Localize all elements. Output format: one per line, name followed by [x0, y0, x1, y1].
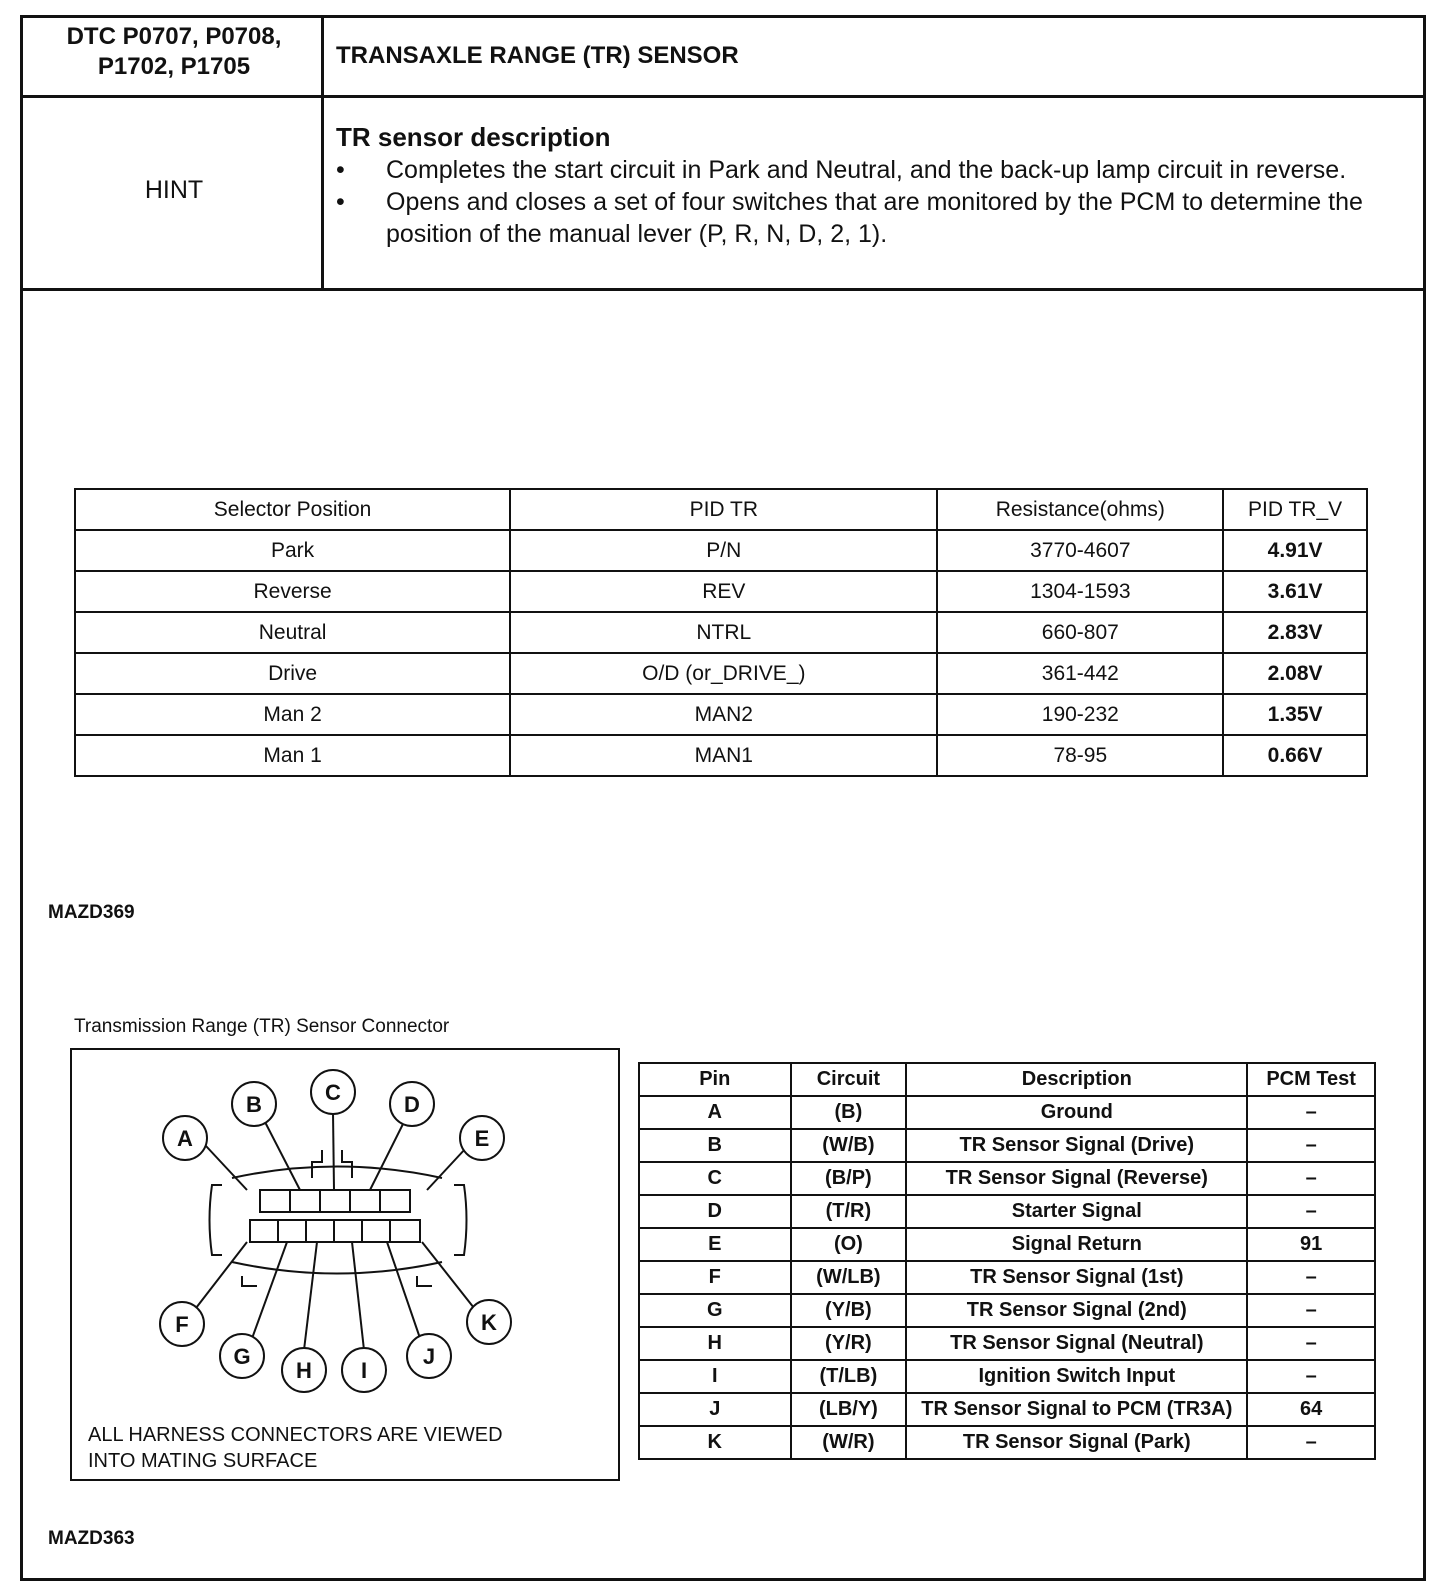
table-row	[75, 735, 1367, 776]
table-cell: 660-807	[937, 612, 1223, 653]
column-header: Description	[906, 1063, 1247, 1096]
table-row	[639, 1129, 1375, 1162]
table-cell: (W/LB)	[791, 1261, 907, 1294]
pin-label-c: C	[325, 1080, 341, 1105]
bullet-item: • Completes the start circuit in Park and Neutral, and the back-up lamp circuit in reverse.	[336, 156, 1347, 184]
table-cell: 91	[1247, 1228, 1375, 1261]
connector-note-line: ALL HARNESS CONNECTORS ARE VIEWED	[88, 1424, 503, 1446]
table-cell: Man 1	[75, 735, 510, 776]
table-row	[639, 1294, 1375, 1327]
table-cell: A	[639, 1096, 791, 1129]
table-cell: P/N	[510, 530, 937, 571]
pin-label-b: B	[246, 1092, 262, 1117]
table-cell: 2.83V	[1223, 612, 1367, 653]
dtc-line-1: DTC P0707, P0708,	[66, 23, 282, 50]
connector-left-bracket	[210, 1185, 223, 1255]
column-header: PID TR_V	[1223, 489, 1367, 530]
table-cell: Ground	[906, 1096, 1247, 1129]
pin-label-g: G	[233, 1344, 251, 1369]
table-cell: –	[1247, 1360, 1375, 1393]
table-cell: –	[1247, 1294, 1375, 1327]
table-cell: Reverse	[75, 571, 510, 612]
table-cell: I	[639, 1360, 791, 1393]
table-cell: TR Sensor Signal (Reverse)	[906, 1162, 1247, 1195]
column-header: Resistance(ohms)	[937, 489, 1223, 530]
table-cell: 2.08V	[1223, 653, 1367, 694]
column-header: Selector Position	[75, 489, 510, 530]
figure-id-2: MAZD363	[48, 1528, 135, 1549]
table-cell: H	[639, 1327, 791, 1360]
table-cell: REV	[510, 571, 937, 612]
table-cell: –	[1247, 1426, 1375, 1459]
connector-right-bracket	[454, 1185, 467, 1255]
table-cell: 3770-4607	[937, 530, 1223, 571]
column-header: Circuit	[791, 1063, 907, 1096]
table-row	[639, 1162, 1375, 1195]
table-cell: 78-95	[937, 735, 1223, 776]
table-cell: (B)	[791, 1096, 907, 1129]
connector-title: Transmission Range (TR) Sensor Connector	[74, 1016, 450, 1037]
table-cell: NTRL	[510, 612, 937, 653]
dtc-line-2: P1702, P1705	[97, 53, 251, 80]
selector-position-table	[74, 488, 1368, 777]
pin-label-a: A	[177, 1126, 193, 1151]
table-row	[639, 1195, 1375, 1228]
table-cell: TR Sensor Signal (Drive)	[906, 1129, 1247, 1162]
page-title: TRANSAXLE RANGE (TR) SENSOR	[336, 42, 739, 69]
table-header-row	[75, 489, 1367, 530]
table-cell: TR Sensor Signal to PCM (TR3A)	[906, 1393, 1247, 1426]
pin-label-h: H	[296, 1358, 312, 1383]
pin-label-j: J	[422, 1344, 436, 1369]
header-divider	[20, 95, 1426, 98]
table-cell: (Y/R)	[791, 1327, 907, 1360]
table-cell: (T/LB)	[791, 1360, 907, 1393]
table-cell: 190-232	[937, 694, 1223, 735]
hint-divider	[20, 288, 1426, 291]
column-header: PID TR	[510, 489, 937, 530]
table-cell: Neutral	[75, 612, 510, 653]
table-cell: TR Sensor Signal (Neutral)	[906, 1327, 1247, 1360]
pin-label-d: D	[404, 1092, 420, 1117]
table-cell: D	[639, 1195, 791, 1228]
table-cell: TR Sensor Signal (Park)	[906, 1426, 1247, 1459]
table-row	[75, 571, 1367, 612]
table-cell: –	[1247, 1162, 1375, 1195]
bullet-text: Completes the start circuit in Park and Neutral, and the back-up lamp circuit in reverse.	[386, 156, 1347, 184]
connector-diagram	[72, 1050, 618, 1420]
table-cell: (W/R)	[791, 1426, 907, 1459]
hint-label: HINT	[144, 176, 204, 204]
pin-label-k: K	[481, 1310, 497, 1335]
description-bullets	[336, 154, 1416, 250]
column-header: PCM Test	[1247, 1063, 1375, 1096]
connector-top-arc	[232, 1167, 442, 1179]
table-row	[639, 1096, 1375, 1129]
table-cell: C	[639, 1162, 791, 1195]
table-cell: (Y/B)	[791, 1294, 907, 1327]
table-cell: –	[1247, 1195, 1375, 1228]
table-row	[75, 653, 1367, 694]
table-cell: 4.91V	[1223, 530, 1367, 571]
table-cell: F	[639, 1261, 791, 1294]
table-cell: 361-442	[937, 653, 1223, 694]
table-row	[639, 1393, 1375, 1426]
table-cell: 1.35V	[1223, 694, 1367, 735]
column-header: Pin	[639, 1063, 791, 1096]
table-cell: B	[639, 1129, 791, 1162]
table-cell: (B/P)	[791, 1162, 907, 1195]
connector-note-line: INTO MATING SURFACE	[88, 1450, 318, 1472]
table-cell: –	[1247, 1129, 1375, 1162]
bullet-text: Opens and closes a set of four switches that are monitored by the PCM to determine the position of the manual lever (P, R, N, D, 2, 1).	[386, 188, 1363, 248]
table-cell: 0.66V	[1223, 735, 1367, 776]
table-cell: –	[1247, 1327, 1375, 1360]
table-cell: (LB/Y)	[791, 1393, 907, 1426]
table-cell: (W/B)	[791, 1129, 907, 1162]
table-row	[75, 694, 1367, 735]
connector-latch-right	[417, 1276, 432, 1286]
connector-key-left	[312, 1150, 322, 1178]
table-cell: –	[1247, 1261, 1375, 1294]
table-cell: (O)	[791, 1228, 907, 1261]
table-cell: (T/R)	[791, 1195, 907, 1228]
table-cell: TR Sensor Signal (2nd)	[906, 1294, 1247, 1327]
table-cell: G	[639, 1294, 791, 1327]
table-cell: Man 2	[75, 694, 510, 735]
table-row	[75, 612, 1367, 653]
table-cell: Park	[75, 530, 510, 571]
connector-key-right	[342, 1150, 352, 1178]
table-cell: 64	[1247, 1393, 1375, 1426]
connector-latch-left	[242, 1276, 257, 1286]
table-row	[639, 1261, 1375, 1294]
table-row	[75, 530, 1367, 571]
bullet-item: • Opens and closes a set of four switches that are monitored by the PCM to determine the position of the manual lever (P, R, N, D, 2, 1).	[336, 186, 1416, 250]
table-row	[639, 1228, 1375, 1261]
table-cell: Drive	[75, 653, 510, 694]
table-cell: MAN2	[510, 694, 937, 735]
table-cell: –	[1247, 1096, 1375, 1129]
pin-label-i: I	[360, 1358, 368, 1383]
table-cell: J	[639, 1393, 791, 1426]
table-cell: 1304-1593	[937, 571, 1223, 612]
table-cell: TR Sensor Signal (1st)	[906, 1261, 1247, 1294]
dtc-codes	[24, 22, 324, 82]
pin-label-f: F	[175, 1312, 189, 1337]
connector-note	[88, 1422, 503, 1474]
pin-circuit-table	[638, 1062, 1376, 1460]
table-row	[639, 1426, 1375, 1459]
connector-bottom-arc	[232, 1262, 442, 1274]
table-cell: E	[639, 1228, 791, 1261]
table-row	[639, 1327, 1375, 1360]
table-row	[639, 1360, 1375, 1393]
table-header-row	[639, 1063, 1375, 1096]
figure-id-1: MAZD369	[48, 902, 135, 923]
top-cavity-row	[260, 1190, 410, 1212]
table-cell: 3.61V	[1223, 571, 1367, 612]
table-cell: Signal Return	[906, 1228, 1247, 1261]
pin-label-e: E	[474, 1126, 490, 1151]
connector-diagram-box	[70, 1048, 620, 1481]
description-heading: TR sensor description	[336, 122, 611, 152]
table-cell: MAN1	[510, 735, 937, 776]
table-cell: O/D (or_DRIVE_)	[510, 653, 937, 694]
table-cell: K	[639, 1426, 791, 1459]
table-cell: Ignition Switch Input	[906, 1360, 1247, 1393]
table-cell: Starter Signal	[906, 1195, 1247, 1228]
